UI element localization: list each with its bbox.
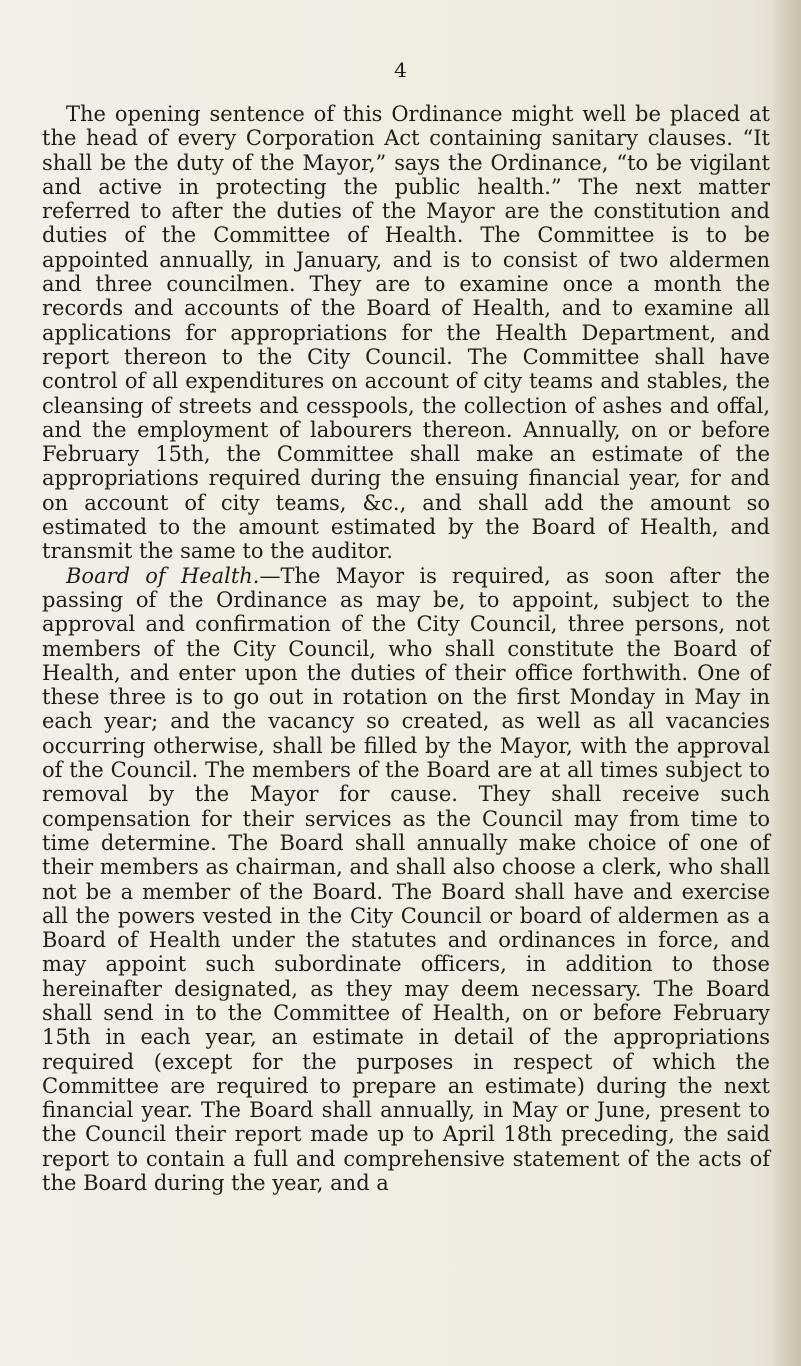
body-text	[42, 102, 770, 1195]
page-edge-shadow	[771, 0, 801, 1366]
page-number: 4	[394, 58, 407, 82]
paragraph-text: —The Mayor is required, as soon after the passing of the Ordinance as may be, to appoint, subject to the approval and confirmation of the City Council, three persons, not members of the City Council, who shall constitute the Board of Health, and enter upon the duties of their office forthwith. One of these three is to go out in rotation on the first Monday in May in each year; and the vacancy so created, as well as all vacancies occurring otherwise, shall be filled by the Mayor, with the approval of the Council. The members of the Board are at all times subject to removal by the Mayor for cause. They shall receive such compensation for their services as the Council may from time to time determine. The Board shall annually make choice of one of their members as chairman, and shall also choose a clerk, who shall not be a member of the Board. The Board shall have and exercise all the powers vested in the City Council or board of aldermen as a Board of Health under the statutes and ordinances in force, and may appoint such subordinate officers, in addition to those hereinafter designated, as they may deem necessary. The Board shall send in to the Committee of Health, on or before February 15th in each year, an estimate in detail of the appropriations required (except for the purposes in respect of which the Committee are required to prepare an estimate) during the next financial year. The Board shall annually, in May or June, present to the Council their report made up to April 18th preceding, the said report to contain a full and comprehensive statement of the acts of the Board during the year, and a	[42, 563, 770, 1196]
paragraph-committee-of-health	[42, 102, 770, 564]
paragraph-board-of-health	[42, 564, 770, 1196]
section-heading: Board of Health.	[66, 563, 260, 588]
paragraph-text: The opening sentence of this Ordinance might well be placed at the head of every Corporation Act containing sanitary clauses. “It shall be the duty of the Mayor,” says the Ordinance, “to be vigilant and active in protecting the public health.” The next matter referred to after the duties of the Mayor are the constitution and duties of the Committee of Health. The Committee is to be appointed annually, in January, and is to consist of two aldermen and three councilmen. They are to examine once a month the records and accounts of the Board of Health, and to examine all applications for appropriations for the Health Department, and report thereon to the City Council. The Committee shall have control of all expenditures on account of city teams and stables, the cleansing of streets and cesspools, the collection of ashes and offal, and the employment of labourers thereon. Annually, on or before February 15th, the Committee shall make an estimate of the appropriations required during the ensuing financial year, for and on account of city teams, &c., and shall add the amount so estimated to the amount estimated by the Board of Health, and transmit the same to the auditor.	[42, 102, 770, 564]
